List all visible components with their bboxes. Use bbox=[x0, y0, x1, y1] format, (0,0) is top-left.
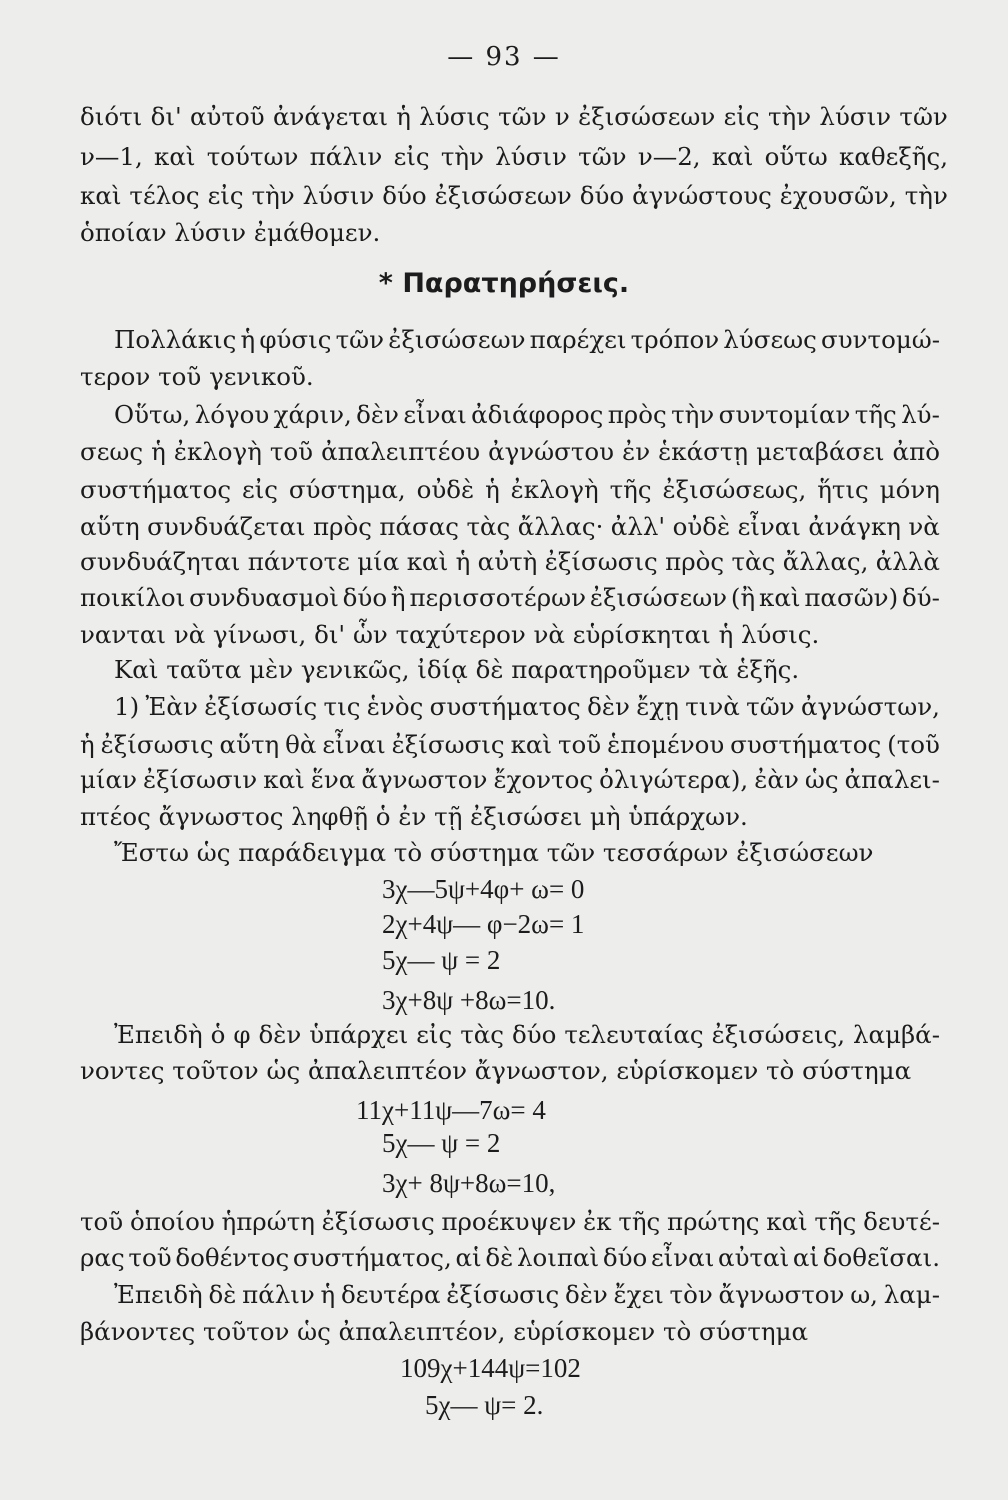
para2-line-3: συστήματος εἰς σύστημα, οὐδὲ ἡ ἐκλογὴ τῆς ἐξισώσεως, ἥτις μόνη bbox=[80, 475, 940, 504]
intro-line-2: ν—1, καὶ τούτων πάλιν εἰς τὴν λύσιν τῶν ν—2, καὶ οὕτω καθεξῆς, bbox=[80, 142, 948, 171]
system1-equation-1: 3χ—5ψ+4φ+ ω= 0 bbox=[382, 874, 585, 904]
para8-line-1: Ἐπειδὴ δὲ πάλιν ἡ δευτέρα ἐξίσωσις δὲν ἔχει τὸν ἄγνωστον ω, λαμ- bbox=[114, 1280, 940, 1309]
para2-line-4: αὕτη συνδυάζεται πρὸς πάσας τὰς ἄλλας· ἀλλ' οὐδὲ εἶναι ἀνάγκη νὰ bbox=[80, 512, 940, 541]
para5-line-1: Ἔστω ὡς παράδειγμα τὸ σύστημα τῶν τεσσάρων ἐξισώσεων bbox=[114, 838, 874, 867]
para2-line-1: Οὕτω, λόγου χάριν, δὲν εἶναι ἀδιάφορος πρὸς τὴν συντομίαν τῆς λύ- bbox=[114, 400, 940, 429]
para6-line-2: νοντες τοῦτον ὡς ἀπαλειπτέον ἄγνωστον, εὑρίσκομεν τὸ σύστημα bbox=[80, 1056, 912, 1085]
intro-line-3: καὶ τέλος εἰς τὴν λύσιν δύο ἐξισώσεων δύο ἀγνώστους ἐχουσῶν, τὴν bbox=[80, 181, 948, 210]
para4-line-1: 1) Ἐὰν ἐξίσωσίς τις ἑνὸς συστήματος δὲν ἔχῃ τινὰ τῶν ἀγνώστων, bbox=[114, 692, 940, 721]
para4-line-4: πτέος ἄγνωστος ληφθῇ ὁ ἐν τῇ ἐξισώσει μὴ ὑπάρχων. bbox=[80, 802, 748, 831]
system2-equation-1: 11χ+11ψ—7ω= 4 bbox=[356, 1095, 546, 1125]
system3-equation-2: 5χ— ψ= 2. bbox=[425, 1390, 544, 1420]
para4-line-3: μίαν ἐξίσωσιν καὶ ἕνα ἄγνωστον ἔχοντος ὀλιγώτερα), ἐὰν ὡς ἀπαλει- bbox=[80, 765, 940, 794]
intro-line-4: ὁποίαν λύσιν ἐμάθομεν. bbox=[80, 218, 381, 247]
para7-line-1: τοῦ ὁποίου ἡπρώτη ἐξίσωσις προέκυψεν ἐκ τῆς πρώτης καὶ τῆς δευτέ- bbox=[80, 1207, 940, 1236]
para1-line-2: τερον τοῦ γενικοῦ. bbox=[80, 362, 314, 391]
para8-line-2: βάνοντες τοῦτον ὡς ἀπαλειπτέον, εὑρίσκομεν τὸ σύστημα bbox=[80, 1317, 809, 1346]
system1-equation-3: 5χ— ψ = 2 bbox=[382, 945, 501, 975]
para2-line-2: σεως ἡ ἐκλογὴ τοῦ ἀπαλειπτέου ἀγνώστου ἐν ἑκάστῃ μεταβάσει ἀπὸ bbox=[80, 437, 940, 466]
intro-line-1: διότι δι' αὐτοῦ ἀνάγεται ἡ λύσις τῶν ν ἐξισώσεων εἰς τὴν λύσιν τῶν bbox=[80, 102, 948, 131]
para6-line-1: Ἐπειδὴ ὁ φ δὲν ὑπάρχει εἰς τὰς δύο τελευταίας ἐξισώσεις, λαμβά- bbox=[114, 1020, 940, 1049]
section-heading: * Παρατηρήσεις. bbox=[378, 268, 630, 299]
para2-line-5: συνδυάζηται πάντοτε μία καὶ ἡ αὐτὴ ἐξίσωσις πρὸς τὰς ἄλλας, ἀλλὰ bbox=[80, 547, 940, 576]
system2-equation-3: 3χ+ 8ψ+8ω=10, bbox=[382, 1168, 556, 1198]
para2-line-7: νανται νὰ γίνωσι, δι' ὧν ταχύτερον νὰ εὑρίσκηται ἡ λύσις. bbox=[80, 620, 820, 649]
system1-equation-4: 3χ+8ψ +8ω=10. bbox=[382, 985, 556, 1015]
para1-line-1: Πολλάκις ἡ φύσις τῶν ἐξισώσεων παρέχει τρόπον λύσεως συντομώ- bbox=[114, 325, 940, 354]
system1-equation-2: 2χ+4ψ— φ−2ω= 1 bbox=[382, 909, 585, 939]
para2-line-6: ποικίλοι συνδυασμοὶ δύο ἢ περισσοτέρων ἐξισώσεων (ἢ καὶ πασῶν) δύ- bbox=[80, 583, 940, 612]
para4-line-2: ἡ ἐξίσωσις αὕτη θὰ εἶναι ἐξίσωσις καὶ τοῦ ἑπομένου συστήματος (τοῦ bbox=[80, 730, 940, 759]
page-number: — 93 — bbox=[447, 42, 561, 72]
para7-line-2: ρας τοῦ δοθέντος συστήματος, αἱ δὲ λοιπαὶ δύο εἶναι αὐταὶ αἱ δοθεῖσαι. bbox=[80, 1243, 940, 1272]
system2-equation-2: 5χ— ψ = 2 bbox=[382, 1128, 501, 1158]
para3-line-1: Καὶ ταῦτα μὲν γενικῶς, ἰδίᾳ δὲ παρατηροῦμεν τὰ ἑξῆς. bbox=[114, 655, 800, 684]
system3-equation-1: 109χ+144ψ=102 bbox=[400, 1353, 581, 1383]
